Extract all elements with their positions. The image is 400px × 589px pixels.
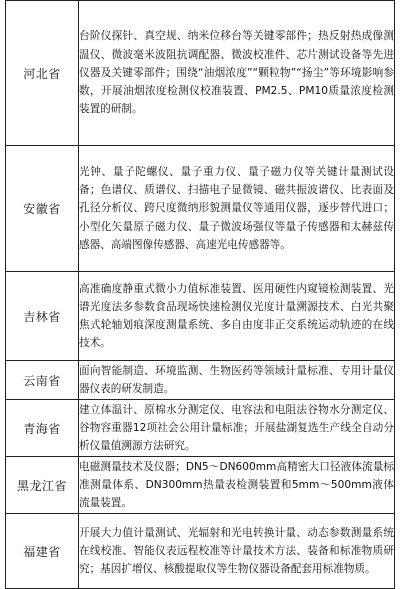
province-cell: 黑龙江省 xyxy=(6,457,79,514)
province-cell: 云南省 xyxy=(6,361,79,400)
table-row xyxy=(6,361,395,400)
table-row xyxy=(6,400,395,457)
content-cell: 建立体温计、原棉水分测定仪、电容法和电阻法谷物水分测定仪、谷物容重器12项社会公用计量标准；开展盐湖复选生产线全自动分析仪量值溯源方法研究。 xyxy=(79,400,395,457)
content-cell: 面向智能制造、环境监测、生物医药等领域计量标准、专用计量仪器仪表的研发制造。 xyxy=(79,361,395,400)
content-cell: 电磁测量技术及仪器；DN5～DN600mm高精密大口径液体流量标准测量体系、DN300mm热量表检测装置和5mm～500mm液体流量装置。 xyxy=(79,457,395,514)
table-row xyxy=(6,1,395,146)
table-row xyxy=(6,514,395,589)
table-row xyxy=(6,457,395,514)
province-cell: 青海省 xyxy=(6,400,79,457)
province-cell: 河北省 xyxy=(6,1,79,146)
content-cell: 台阶仪探针、真空规、纳米位移台等关键零部件；热反射热成像测温仪、微波毫米波阻抗调配器、微波校准件、芯片测试设备等先进仪器及关键零部件；围绕“油烟浓度”“颗粒物”“扬尘”等环境影响参数，开展油烟浓度检测仪校准装置、PM2.5、PM10质量浓度检测装置的研制。 xyxy=(79,1,395,146)
province-cell: 安徽省 xyxy=(6,146,79,272)
province-cell: 吉林省 xyxy=(6,272,79,361)
province-table xyxy=(5,0,395,589)
table-row xyxy=(6,272,395,361)
content-cell: 开展大力值计量测试、光辐射和光电转换计量、动态参数测量系统在线校准、智能仪表远程校准等计量技术方法、装备和标准物质研究；基因扩增仪、核酸提取仪等生物仪器设备配套用标准物质。 xyxy=(79,514,395,589)
content-cell: 光钟、量子陀螺仪、量子重力仪、量子磁力仪等关键计量测试设备；色谱仪、质谱仪、扫描电子显微镜、磁共振波谱仪、比表面及孔径分析仪、跨尺度微纳形貌测量仪等通用仪器，逐步替代进口；小型化矢量原子磁力仪、量子微波场强仪等量子传感器和太赫兹传感器、高端图像传感器、高速光电传感器等。 xyxy=(79,146,395,272)
table-row xyxy=(6,146,395,272)
content-cell: 高准确度静重式微小力值标准装置、医用硬性内窥镜检测装置、光谱光度法多参数食品现场快速检测仪光度计量溯源技术、白光共聚焦式轮轴划痕深度测量系统、多自由度非正交系统运动轨迹的在线技术。 xyxy=(79,272,395,361)
province-cell: 福建省 xyxy=(6,514,79,589)
